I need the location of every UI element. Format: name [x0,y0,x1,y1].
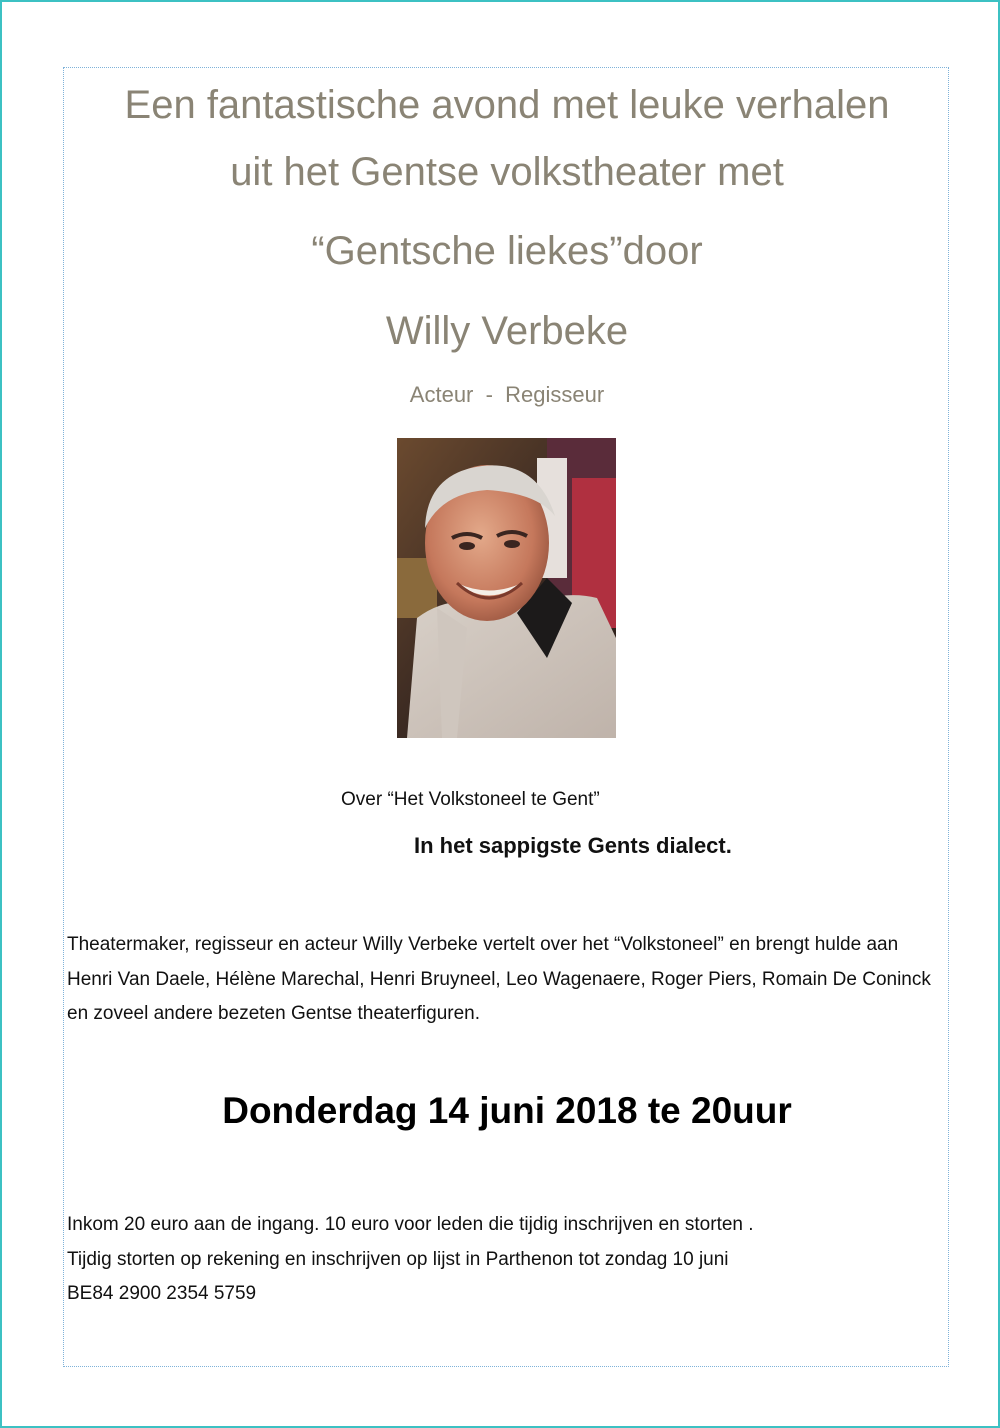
about-text: Over “Het Volkstoneel te Gent” [341,789,600,810]
description-paragraph: Theatermaker, regisseur en acteur Willy Verbeke vertelt over het “Volkstoneel” en brengt hulde aan Henri Van Daele, Hélène Marechal, Henri Bruyneel, Leo Wagenaere, Roger Piers, Romain De Coninck en zoveel andere bezeten Gentse theaterfiguren. [67,934,931,1024]
performer-roles: Acteur - Regisseur [409,382,605,407]
practical-info [67,1208,945,1312]
portrait-image [397,438,616,738]
content-frame [63,67,949,1367]
event-date: Donderdag 14 juni 2018 te 20uur [222,1090,792,1131]
portrait-photo [397,438,616,738]
entry-fee-line: Inkom 20 euro aan de ingang. 10 euro voor leden die tijdig inschrijven en storten . [67,1214,754,1235]
performer-name: Willy Verbeke [385,309,629,353]
registration-line: Tijdig storten op rekening en inschrijven op lijst in Parthenon tot zondag 10 juni [67,1248,729,1270]
title-line-2: uit het Gentse volkstheater met [230,150,784,194]
title-line-1: Een fantastische avond met leuke verhalen [124,83,890,127]
dialect-text: In het sappigste Gents dialect. [414,833,732,858]
title-line-3: “Gentsche liekes”door [311,229,703,273]
bank-account-line: BE84 2900 2354 5759 [67,1283,257,1304]
